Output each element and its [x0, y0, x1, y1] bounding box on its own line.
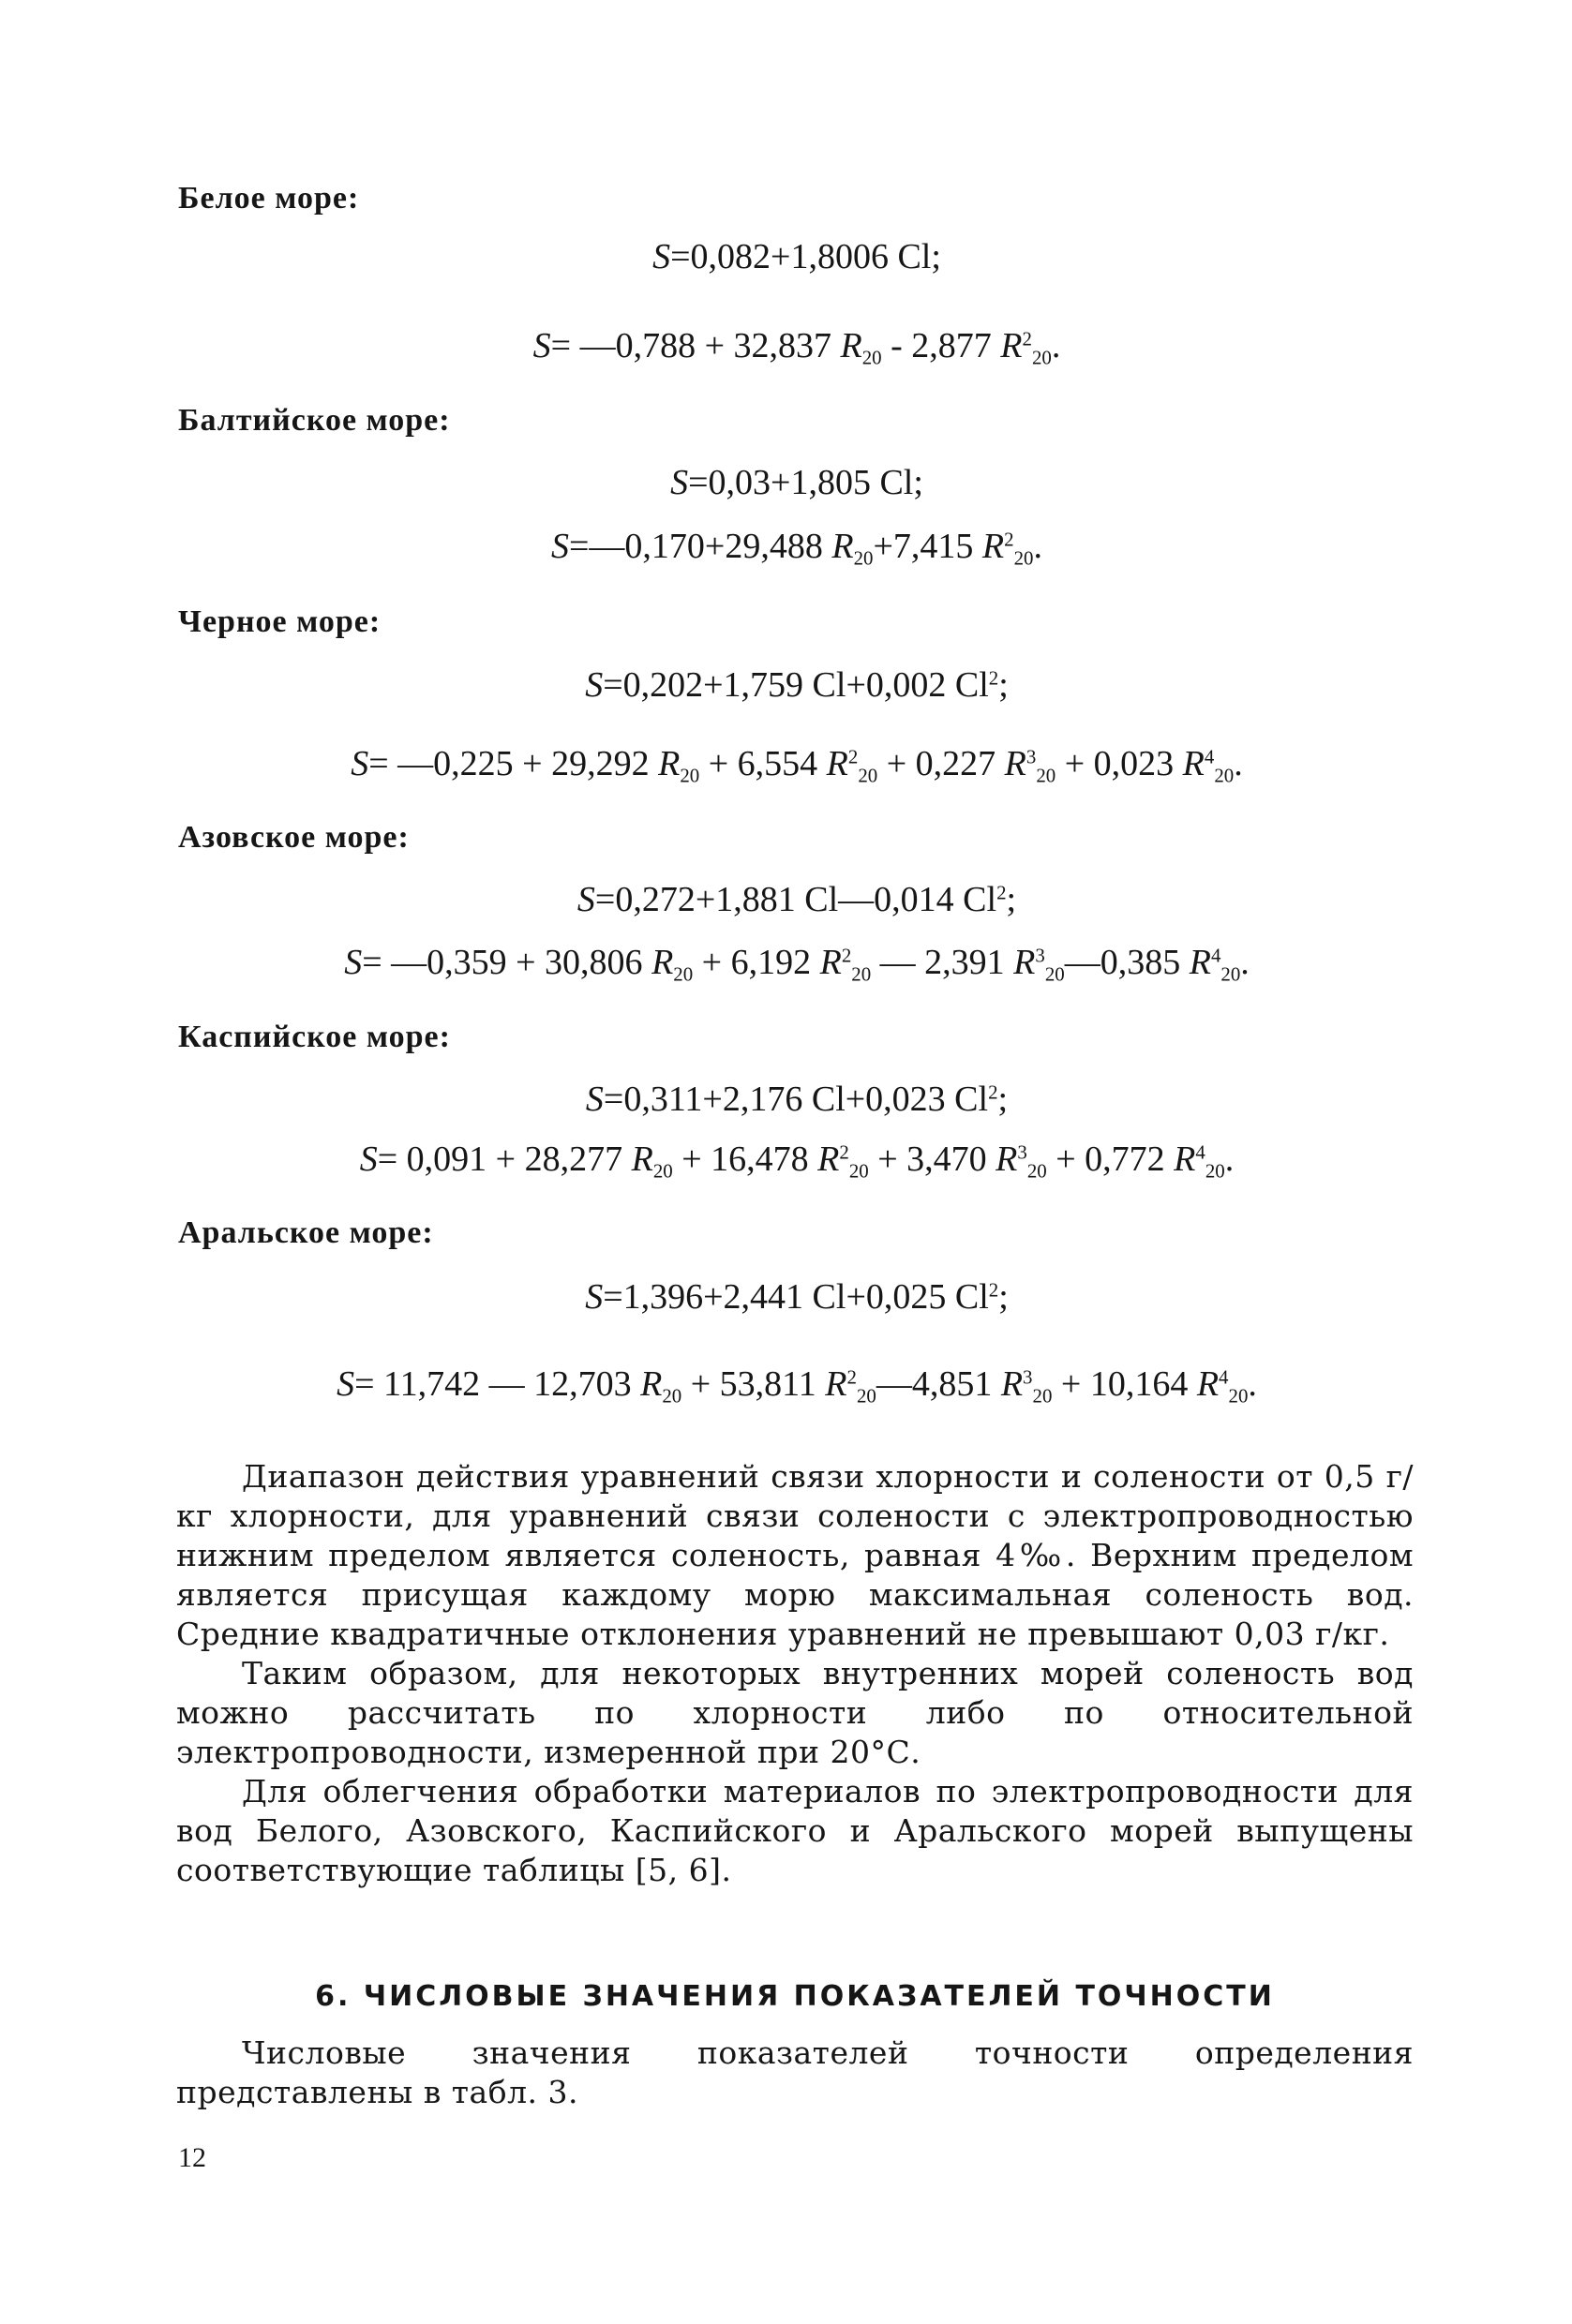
- page-number: 12: [178, 2142, 206, 2173]
- formula-baltic-chlorinity: S=0,03+1,805 Cl;: [670, 463, 923, 502]
- sea-label-white: Белое море:: [178, 181, 360, 216]
- formula-caspian-conductivity: S= 0,091 + 28,277 $R_{20} + 16,478$ $R^2_{20} + 3,470$ $R^3_{20} + 0,772$ $R^4_{20}$.: [359, 1140, 1235, 1183]
- formula-black-conductivity: S= —0,225 + 29,292 $R_{20} + 6,554$ $R^2_{20} + 0,227$ $R^3_{20} + 0,023$ $R^4_{20}$.: [351, 744, 1243, 787]
- sea-label-aral: Аральское море:: [178, 1215, 434, 1250]
- sea-label-black: Черное море:: [178, 604, 382, 639]
- formula-aral-conductivity: S= 11,742 — 12,703 $R_{20} + 53,811$ $R^2_{20}—4,851$ $R^3_{20} + 10,164$ $R^4_{20}$.: [337, 1364, 1257, 1408]
- formula-azov-conductivity: S= —0,359 + 30,806 $R_{20} + 6,192$ $R^2_{20}$ — 2,391 $R^3_{20}—0,385$ $R^4_{20}$.: [344, 943, 1250, 986]
- paragraph-accuracy: Числовые значения показателей точности определения представлены в табл. 3.: [176, 2034, 1414, 2110]
- closing-text: [176, 2034, 1414, 2112]
- formula-baltic-conductivity: S=—0,170+29,488 $R_{20}+7,415$ $R^2_{20}$.: [551, 527, 1042, 570]
- formula-caspian-chlorinity: S=0,311+2,176 Cl+0,023 Cl$^2$;: [585, 1080, 1009, 1119]
- paragraph-calculation: Таким образом, для некоторых внутренних морей соленость вод можно рассчитать по хлорности либо по относительной электропроводности, измеренной при 20°С.: [176, 1655, 1414, 1770]
- paragraph-tables: Для облегчения обработки материалов по электропроводности для вод Белого, Азовского, Каспийского и Аральского морей выпущены соответствующие таблицы [5, 6].: [176, 1773, 1414, 1888]
- sea-label-caspian: Каспийское море:: [178, 1020, 451, 1054]
- section-heading: 6. ЧИСЛОВЫЕ ЗНАЧЕНИЯ ПОКАЗАТЕЛЕЙ ТОЧНОСТИ: [315, 1980, 1275, 2013]
- formula-black-chlorinity: S=0,202+1,759 Cl+0,002 Cl$^2$;: [585, 665, 1009, 705]
- body-text: [176, 1457, 1414, 1890]
- formula-aral-chlorinity: S=1,396+2,441 Cl+0,025 Cl$^2$;: [585, 1277, 1009, 1317]
- formula-azov-chlorinity: S=0,272+1,881 Cl—0,014 Cl$^2$;: [576, 880, 1017, 919]
- paragraph-range: Диапазон действия уравнений связи хлорности и солености от 0,5 г/кг хлорности, для уравнений связи солености с электропроводностью нижним пределом является соленость, равная 4‰. Верхним пределом является присущая каждому морю максимальная соленость вод. Средние квадратичные отклонения уравнений не превышают 0,03 г/кг.: [176, 1458, 1414, 1652]
- formula-white-chlorinity: S=0,082+1,8006 Cl;: [652, 237, 941, 276]
- formula-white-conductivity: S= —0,788 + 32,837 $R_{20} - 2,877$ $R^2_{20}$.: [532, 326, 1061, 369]
- sea-label-azov: Азовское море:: [178, 820, 410, 855]
- sea-label-baltic: Балтийское море:: [178, 403, 451, 438]
